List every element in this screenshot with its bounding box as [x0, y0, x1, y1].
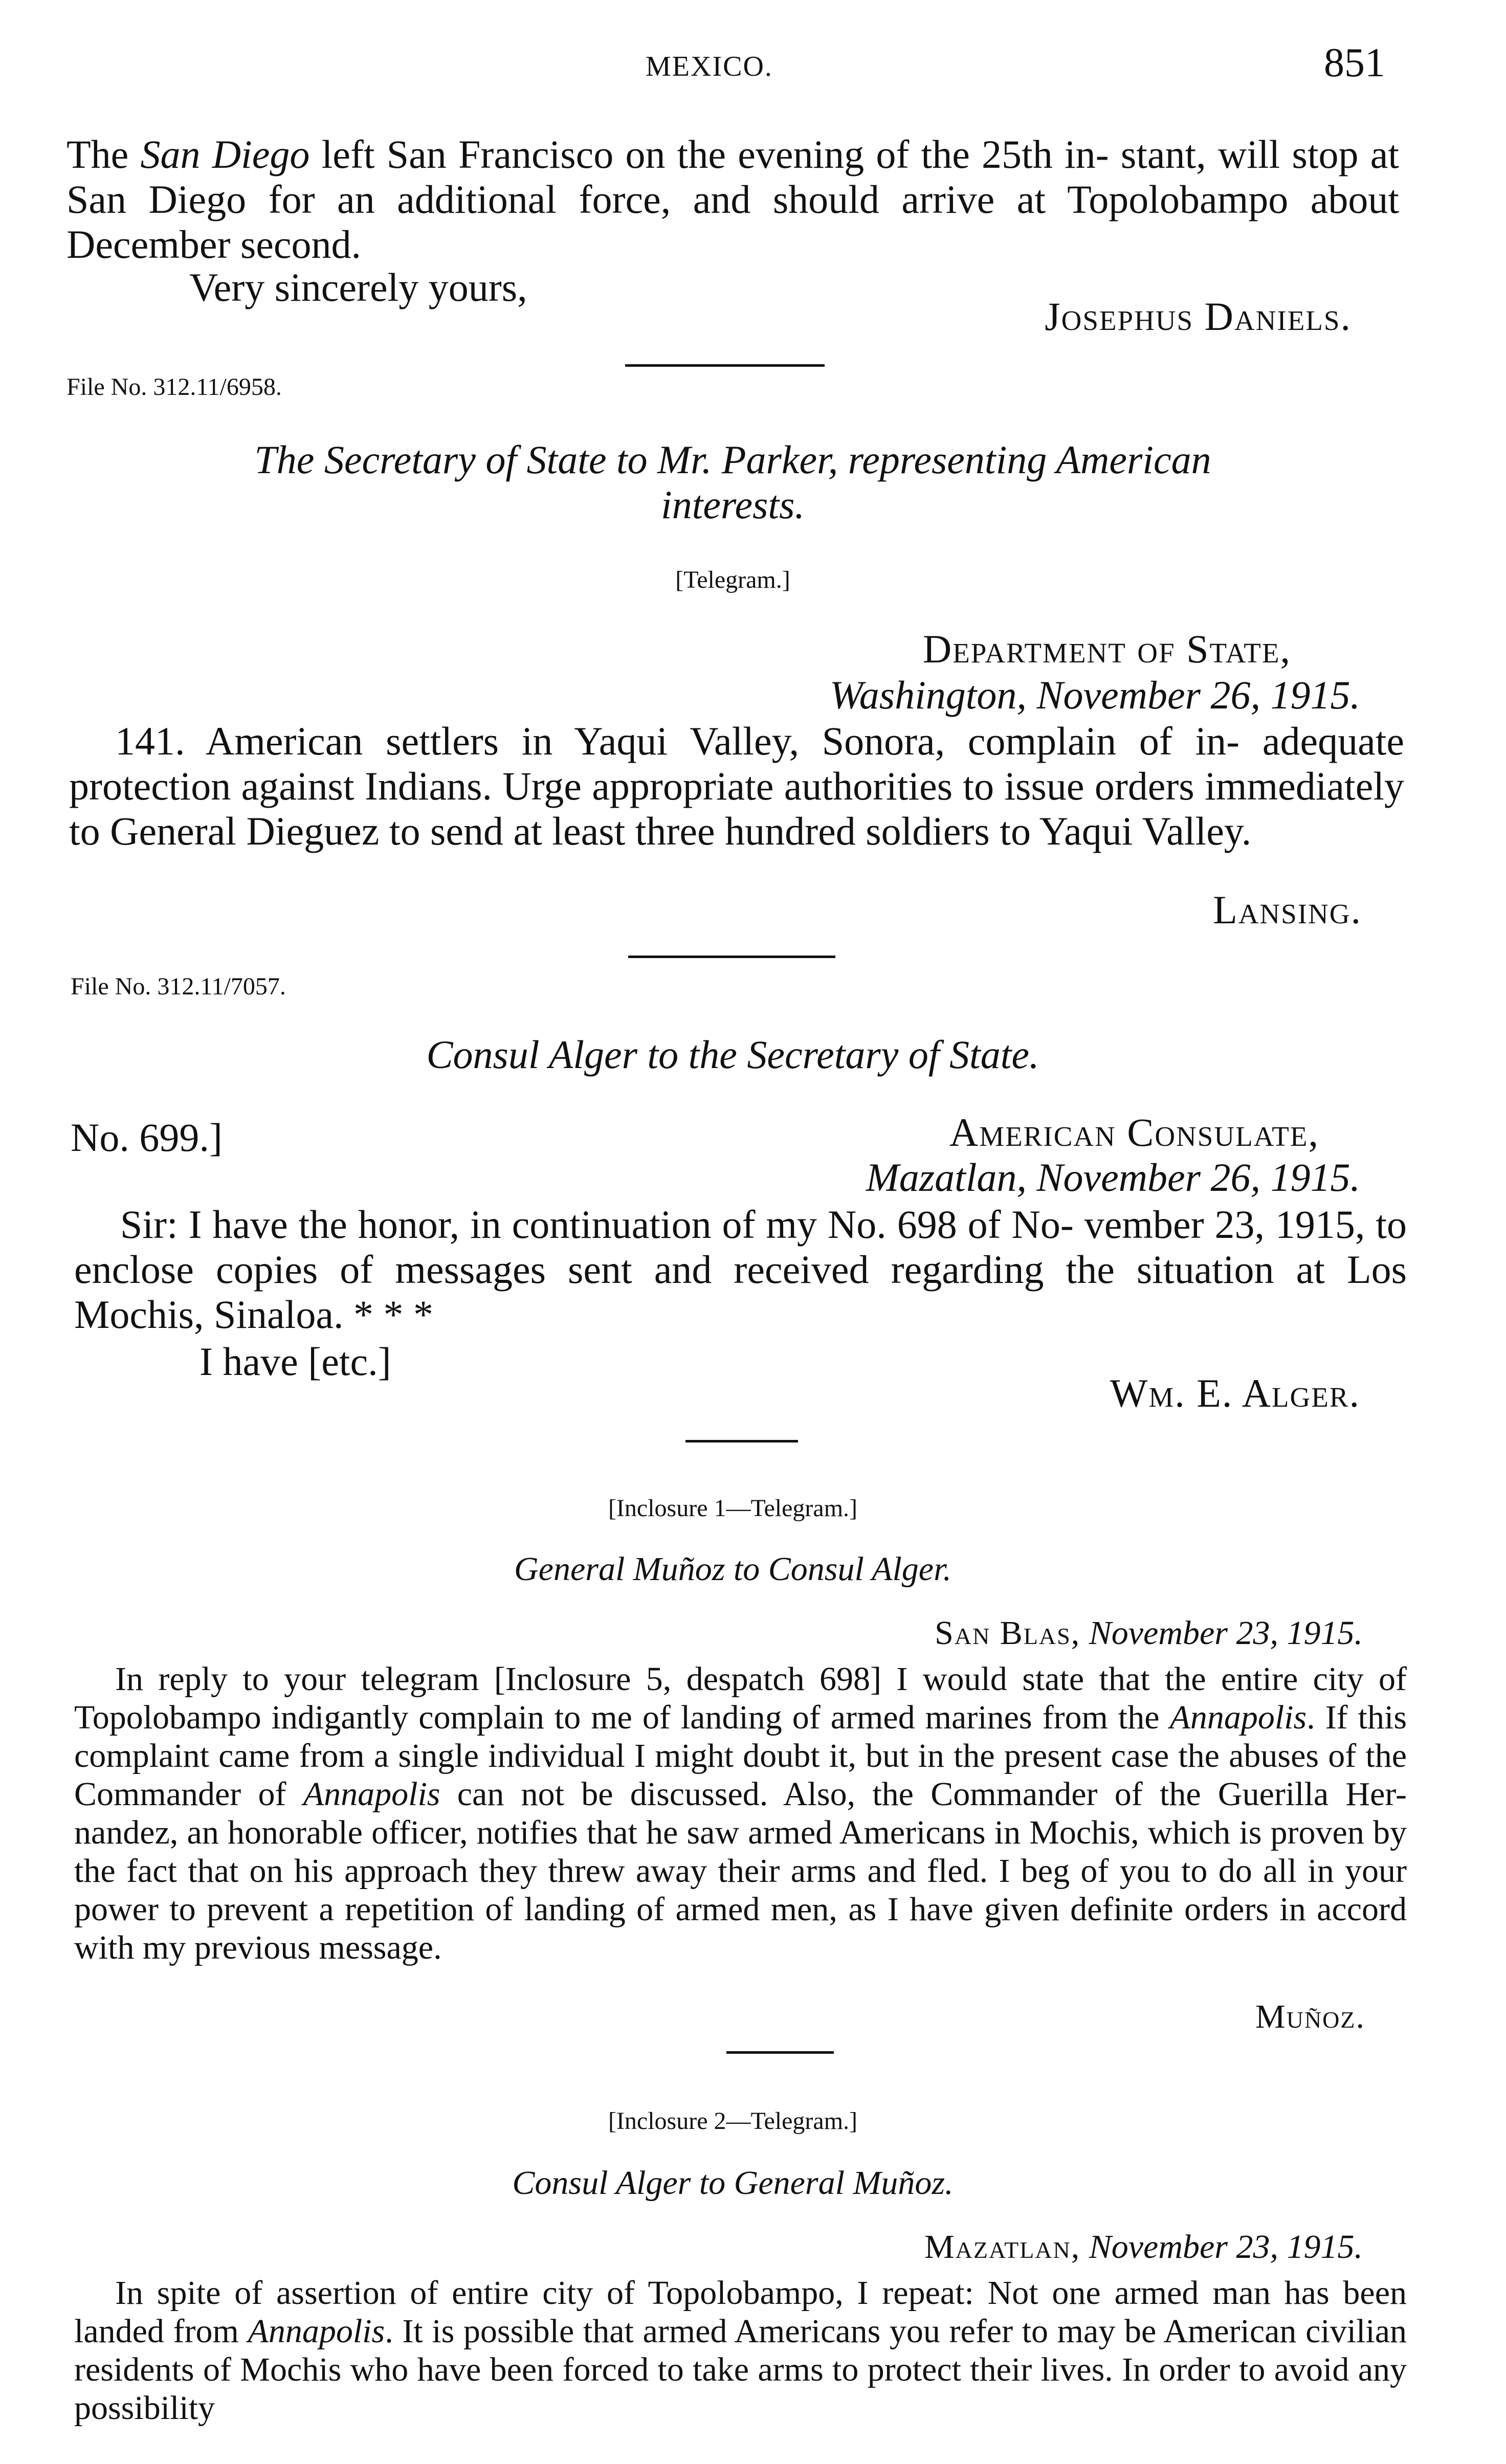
- inclosure1-body: In reply to your telegram [Inclosure 5, despatch 698] I would state that the entire city of Topolobampo indigantly complain to me of landing of armed marines from the Annapolis. If this complaint came from a single individual I might doubt it, but in the present case the abuses of the Commander of Annapolis can not be discussed. Also, the Commander of the Guerilla Her- nandez, an honorable officer, notifies that he saw armed Americans in Mochis, which is proven by the fact that on his approach they threw away their arms and fled. I beg of you to do all in your power to prevent a repetition of landing of armed men, as I have given definite orders in accord with my previous message.: [74, 1660, 1407, 1966]
- inclosure2-label: [Inclosure 2—Telegram.]: [608, 2107, 858, 2135]
- section-rule-4: [726, 2051, 834, 2054]
- italic-text: Annapolis: [248, 2313, 385, 2350]
- daniels-signature: Josephus Daniels.: [1045, 294, 1352, 339]
- section-rule-3: [685, 1440, 798, 1442]
- inclosure2-heading: Consul Alger to General Muñoz.: [512, 2164, 954, 2202]
- inclosure1-place-date: [935, 1614, 1363, 1652]
- file-number-2: File No. 312.11/7057.: [71, 973, 286, 1000]
- doc1-heading-line1: The Secretary of State to Mr. Parker, representing American: [254, 437, 1211, 482]
- doc2-office: American Consulate,: [949, 1110, 1319, 1155]
- italic-text: San Diego: [140, 132, 310, 176]
- daniels-closing: Very sincerely yours,: [189, 265, 527, 309]
- doc2-body: Sir: I have the honor, in continuation of my No. 698 of No- vember 23, 1915, to enclose copies of messages sent and received regarding the situation at Los Mochis, Sinaloa. * * *: [74, 1202, 1407, 1337]
- inclosure2-place-date: [924, 2228, 1363, 2266]
- doc2-heading: Consul Alger to the Secretary of State.: [426, 1032, 1039, 1077]
- section-rule-1: [625, 364, 825, 367]
- inclosure1-label: [Inclosure 1—Telegram.]: [608, 1495, 858, 1522]
- inclosure1-place: San Blas,: [935, 1614, 1081, 1652]
- running-title: MEXICO.: [646, 51, 773, 82]
- inclosure2-date: November 23, 1915.: [1089, 2228, 1363, 2266]
- doc2-number: No. 699.]: [71, 1115, 223, 1160]
- doc1-type: [Telegram.]: [675, 566, 790, 593]
- inclosure1-date: November 23, 1915.: [1089, 1614, 1363, 1652]
- doc1-signature: Lansing.: [1213, 887, 1362, 932]
- doc2-signature: Wm. E. Alger.: [1110, 1371, 1360, 1415]
- page-number: 851: [1324, 40, 1385, 85]
- doc1-office: Department of State,: [922, 627, 1291, 671]
- doc1-heading-line2: interests.: [661, 482, 805, 527]
- doc2-closing: I have [etc.]: [200, 1339, 391, 1384]
- inclosure1-heading: General Muñoz to Consul Alger.: [514, 1550, 951, 1588]
- inclosure2-place: Mazatlan,: [924, 2228, 1081, 2266]
- daniels-letter-body: The San Diego left San Francisco on the evening of the 25th in- stant, will stop at San Diego for an additional force, and should arrive at Topolobampo about December second.: [67, 132, 1400, 267]
- italic-text: Annapolis: [1169, 1699, 1307, 1736]
- doc1-body: 141. American settlers in Yaqui Valley, Sonora, complain of in- adequate protection against Indians. Urge appropriate authorities to issue orders immediately to General Dieguez to send at least three hundred soldiers to Yaqui Valley.: [69, 719, 1405, 853]
- section-rule-2: [628, 956, 835, 958]
- inclosure1-signature: Muñoz.: [1255, 1998, 1365, 2035]
- doc1-place-date: Washington, November 26, 1915.: [829, 673, 1360, 717]
- inclosure2-body: In spite of assertion of entire city of Topolobampo, I repeat: Not one armed man has been landed from Annapolis. It is possible that armed Americans you refer to may be American civilian residents of Mochis who have been forced to take arms to protect their lives. In order to avoid any possibility: [74, 2274, 1407, 2427]
- doc2-place-date: Mazatlan, November 26, 1915.: [866, 1155, 1360, 1200]
- italic-text: Annapolis: [303, 1775, 440, 1813]
- file-number-1: File No. 312.11/6958.: [67, 373, 282, 401]
